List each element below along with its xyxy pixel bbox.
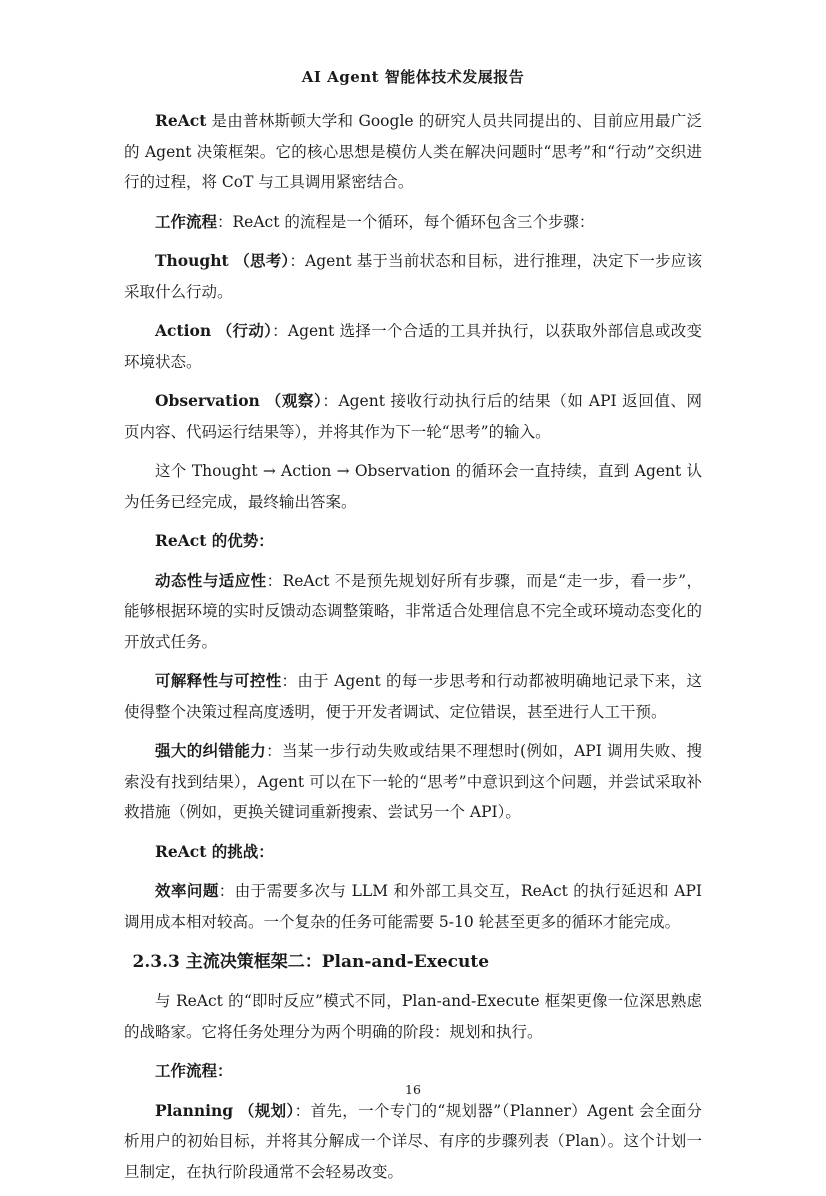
paragraph-lead: Action （行动） (155, 321, 273, 340)
paragraph (124, 666, 702, 727)
paragraph-text: ：当某一步行动失败或结果不理想时(例如，API 调用失败、搜索没有找到结果），Agent 可以在下一轮的“思考”中意识到这个问题，并尝试采取补救措施（例如，更换关键词重新搜索、尝试另一个 API）。 (124, 742, 702, 821)
paragraph-text: ：Agent 选择一个合适的工具并执行，以获取外部信息或改变环境状态。 (124, 322, 702, 371)
paragraph (124, 207, 702, 238)
paragraph-lead: ReAct 的挑战： (155, 841, 274, 861)
paragraph-lead: 效率问题 (155, 881, 219, 900)
paragraph-text: ：首先，一个专门的“规划器”（Planner）Agent 会全面分析用户的初始目标，并将其分解成一个详尽、有序的步骤列表（Plan）。这个计划一旦制定，在执行阶段通常不会轻易改变。 (124, 1101, 702, 1181)
paragraph-text: ：由于 Agent 的每一步思考和行动都被明确地记录下来，这使得整个决策过程高度透明，便于开发者调试、定位错误，甚至进行人工干预。 (124, 672, 702, 721)
paragraph-lead: ReAct (155, 111, 207, 130)
paragraph (124, 876, 702, 937)
paragraph-text: 这个 Thought → Action → Observation 的循环会一直持续，直到 Agent 认为任务已经完成，最终输出答案。 (124, 462, 702, 511)
paragraph (124, 986, 702, 1047)
paragraph-lead: Observation （观察） (155, 391, 323, 410)
paragraph-lead: 工作流程： (155, 1061, 233, 1080)
paragraph-text: ：Agent 基于当前状态和目标，进行推理，决定下一步应该采取什么行动。 (124, 252, 702, 301)
paragraph (124, 106, 702, 198)
paragraph-lead: Thought （思考） (155, 251, 290, 270)
page-number: 16 (405, 1082, 421, 1097)
paragraph-lead: Planning （规划） (155, 1100, 295, 1120)
paragraph-lead: 可解释性与可控性 (155, 671, 282, 690)
paragraph (124, 526, 702, 557)
paragraph (124, 246, 702, 307)
paragraph (124, 736, 702, 828)
paragraph (124, 386, 702, 447)
paragraph (124, 837, 702, 868)
section-heading: 2.3.3 主流决策框架二：Plan-and-Execute (132, 952, 490, 972)
paragraph-lead: 动态性与适应性 (155, 570, 267, 590)
paragraph (124, 316, 702, 377)
paragraph-lead: ReAct 的优势： (155, 531, 274, 550)
running-header: AI Agent 智能体技术发展报告 (301, 68, 525, 86)
paragraph-text: ：ReAct 的流程是一个循环，每个循环包含三个步骤： (217, 212, 595, 231)
paragraph (124, 1096, 702, 1188)
paragraph-text: ：Agent 接收行动执行后的结果（如 API 返回值、网页内容、代码运行结果等），并将其作为下一轮“思考”的输入。 (124, 392, 702, 441)
paragraph (124, 566, 702, 658)
paragraph-text: 与 ReAct 的“即时反应”模式不同，Plan-and-Execute 框架更像一位深思熟虑的战略家。它将任务处理分为两个明确的阶段：规划和执行。 (124, 992, 702, 1041)
paragraph-lead: 工作流程 (155, 211, 218, 231)
paragraph-text: ：ReAct 不是预先规划好所有步骤，而是“走一步，看一步”，能够根据环境的实时反馈动态调整策略，非常适合处理信息不完全或环境动态变化的开放式任务。 (124, 571, 702, 651)
body-text (124, 106, 702, 1196)
paragraph (124, 456, 702, 517)
paragraph-lead: 强大的纠错能力 (155, 741, 267, 760)
paragraph-text: ：由于需要多次与 LLM 和外部工具交互，ReAct 的执行延迟和 API 调用成本相对较高。一个复杂的任务可能需要 5-10 轮甚至更多的循环才能完成。 (124, 882, 702, 931)
paragraph-text: 是由普林斯顿大学和 Google 的研究人员共同提出的、目前应用最广泛的 Agent 决策框架。它的核心思想是模仿人类在解决问题时“思考”和“行动”交织进行的过程，将 CoT 与工具调用紧密结合。 (124, 112, 702, 191)
